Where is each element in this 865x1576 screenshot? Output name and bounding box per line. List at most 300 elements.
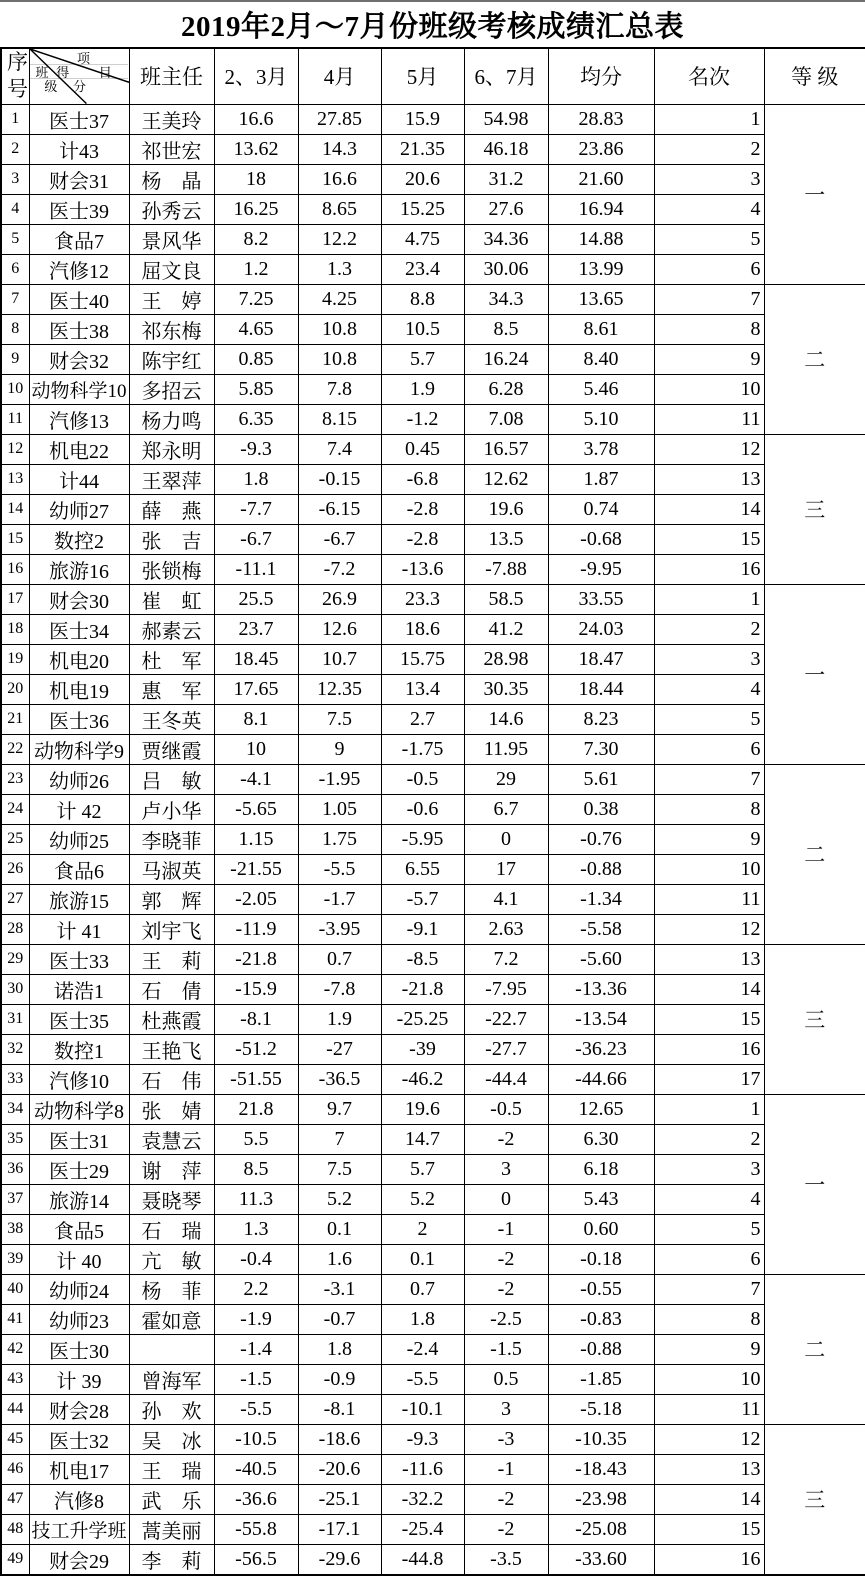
- row-number-cell: [1, 614, 29, 644]
- average-score-cell: [548, 224, 654, 254]
- score-apr-cell-text: 0.1: [327, 1218, 352, 1241]
- score-feb-mar-cell: [214, 104, 298, 134]
- average-score-cell: [548, 1124, 654, 1154]
- teacher-name-cell-text: 袁慧云: [141, 1130, 202, 1153]
- score-jun-jul-cell-text: -3.5: [490, 1548, 522, 1571]
- score-may-cell-text: 15.25: [400, 198, 445, 221]
- score-apr-cell: [298, 1244, 381, 1274]
- teacher-name-cell-text: 王美玲: [141, 110, 202, 133]
- score-feb-mar-cell: [214, 644, 298, 674]
- teacher-name-cell: [129, 584, 214, 614]
- score-apr-cell: [298, 134, 381, 164]
- class-name-cell: [29, 554, 129, 584]
- row-number-cell-text: 19: [7, 650, 24, 668]
- teacher-name-cell: [129, 854, 214, 884]
- score-may-cell: [381, 614, 464, 644]
- score-jun-jul-cell: [464, 824, 548, 854]
- score-may-cell-text: 2: [417, 1218, 428, 1241]
- average-score-cell: [548, 524, 654, 554]
- row-number-cell: [1, 1184, 29, 1214]
- row-number-cell-text: 8: [11, 320, 20, 338]
- score-may-cell: [381, 224, 464, 254]
- rank-cell-text: 12: [740, 438, 761, 461]
- diagonal-label-item-char2: 目: [98, 65, 112, 80]
- rank-cell: [654, 764, 764, 794]
- average-score-cell: [548, 434, 654, 464]
- row-number-cell: [1, 1124, 29, 1154]
- class-name-cell-text: 数控1: [54, 1040, 104, 1063]
- row-number-cell-text: 44: [7, 1400, 24, 1418]
- score-feb-mar-cell-text: 25.5: [238, 588, 274, 611]
- score-may-cell: [381, 194, 464, 224]
- row-number-cell: [1, 884, 29, 914]
- class-name-cell-text: 汽修8: [54, 1490, 104, 1513]
- score-jun-jul-cell-text: -2.5: [490, 1308, 522, 1331]
- score-may-cell: [381, 314, 464, 344]
- score-jun-jul-cell-text: 6.7: [493, 798, 519, 821]
- average-score-cell: [548, 1094, 654, 1124]
- class-name-cell: [29, 314, 129, 344]
- score-may-cell-text: -8.5: [406, 948, 439, 971]
- score-may-cell-text: -2.8: [406, 498, 439, 521]
- score-may-cell-text: -9.3: [406, 1428, 439, 1451]
- score-may-cell-text: -46.2: [401, 1068, 444, 1091]
- row-number-cell: [1, 1514, 29, 1544]
- class-name-cell: [29, 1034, 129, 1064]
- grade-label: 二: [804, 1338, 826, 1363]
- score-may-cell-text: 1.8: [410, 1308, 435, 1331]
- score-apr-cell: [298, 674, 381, 704]
- score-apr-cell: [298, 1364, 381, 1394]
- table-row: [1, 404, 865, 434]
- score-may-cell: [381, 164, 464, 194]
- class-name-cell-text: 财会31: [49, 170, 109, 193]
- row-number-cell-text: 4: [11, 200, 20, 218]
- average-score-cell-text: 18.44: [578, 678, 624, 701]
- average-score-cell-text: -5.58: [580, 918, 622, 941]
- average-score-cell-text: -9.95: [580, 558, 622, 581]
- average-score-cell: [548, 1394, 654, 1424]
- score-feb-mar-cell: [214, 404, 298, 434]
- average-score-cell: [548, 1484, 654, 1514]
- row-number-cell: [1, 1154, 29, 1184]
- class-name-cell-text: 医士35: [49, 1010, 109, 1033]
- teacher-name-cell-text: 刘宇飞: [141, 920, 202, 943]
- rank-cell-text: 8: [750, 1308, 761, 1331]
- score-jun-jul-cell-text: 58.5: [488, 588, 524, 611]
- score-jun-jul-cell-text: -1: [497, 1218, 515, 1241]
- row-number-cell-text: 29: [7, 950, 24, 968]
- average-score-cell-text: 8.40: [583, 348, 619, 371]
- table-row: [1, 614, 865, 644]
- score-may-cell: [381, 854, 464, 884]
- score-feb-mar-cell-text: 0.85: [238, 348, 274, 371]
- score-apr-cell: [298, 884, 381, 914]
- score-jun-jul-cell-text: 31.2: [488, 168, 524, 191]
- score-feb-mar-cell: [214, 734, 298, 764]
- row-number-cell-text: 23: [7, 770, 24, 788]
- table-row: [1, 554, 865, 584]
- class-name-cell: [29, 1094, 129, 1124]
- score-may-cell-text: 6.55: [405, 858, 440, 881]
- row-number-cell: [1, 1544, 29, 1575]
- teacher-name-cell-text: 吴 冰: [141, 1430, 202, 1453]
- average-score-cell-text: -5.60: [580, 948, 622, 971]
- class-name-cell: [29, 1394, 129, 1424]
- teacher-name-cell-text: 霍如意: [141, 1310, 202, 1333]
- teacher-name-cell-text: 杨 菲: [141, 1280, 202, 1303]
- class-name-cell: [29, 1064, 129, 1094]
- class-name-cell-text: 医士38: [49, 320, 109, 343]
- score-jun-jul-cell-text: 30.35: [483, 678, 529, 701]
- score-jun-jul-cell: [464, 704, 548, 734]
- teacher-name-cell-text: 石 瑞: [141, 1220, 202, 1243]
- average-score-cell: [548, 1424, 654, 1454]
- score-apr-cell-text: 1.9: [327, 1008, 352, 1031]
- score-feb-mar-cell-text: -51.55: [230, 1068, 282, 1091]
- table-row: [1, 314, 865, 344]
- class-name-cell: [29, 674, 129, 704]
- score-apr-cell: [298, 1034, 381, 1064]
- rank-cell: [654, 494, 764, 524]
- class-name-cell-text: 动物科学8: [34, 1100, 124, 1123]
- score-jun-jul-cell: [464, 884, 548, 914]
- score-jun-jul-cell: [464, 644, 548, 674]
- class-name-cell-text: 计 42: [56, 800, 102, 823]
- row-number-cell-text: 33: [7, 1070, 24, 1088]
- score-apr-cell-text: -27: [326, 1038, 353, 1061]
- teacher-name-cell: [129, 704, 214, 734]
- class-name-cell-text: 医士34: [49, 620, 109, 643]
- score-apr-cell: [298, 494, 381, 524]
- score-may-cell-text: -5.7: [406, 888, 439, 911]
- class-name-cell-text: 旅游15: [49, 890, 109, 913]
- row-number-cell: [1, 1244, 29, 1274]
- row-number-cell: [1, 404, 29, 434]
- score-apr-cell: [298, 164, 381, 194]
- table-row: [1, 1244, 865, 1274]
- average-score-cell: [548, 644, 654, 674]
- average-score-cell-text: 7.30: [583, 738, 619, 761]
- score-feb-mar-cell-text: -0.4: [240, 1248, 272, 1271]
- score-jun-jul-cell: [464, 674, 548, 704]
- table-row: [1, 1514, 865, 1544]
- row-number-cell: [1, 1094, 29, 1124]
- average-score-cell: [548, 1364, 654, 1394]
- score-may-cell-text: -0.6: [406, 798, 439, 821]
- teacher-name-cell-text: 崔 虹: [141, 590, 202, 613]
- class-name-cell-text: 计44: [59, 470, 99, 493]
- teacher-name-cell-text: 谢 萍: [141, 1160, 202, 1183]
- score-apr-cell: [298, 614, 381, 644]
- score-apr-cell-text: 4.25: [322, 288, 357, 311]
- score-may-cell: [381, 1094, 464, 1124]
- teacher-name-cell-text: 王 莉: [141, 950, 202, 973]
- rank-cell-text: 10: [740, 1368, 761, 1391]
- rank-cell: [654, 284, 764, 314]
- class-name-cell: [29, 194, 129, 224]
- table-row: [1, 494, 865, 524]
- score-apr-cell-text: 12.2: [322, 228, 357, 251]
- score-jun-jul-cell: [464, 1514, 548, 1544]
- score-may-cell-text: -1.2: [406, 408, 439, 431]
- score-apr-cell-text: -3.1: [323, 1278, 356, 1301]
- teacher-name-cell: [129, 1094, 214, 1124]
- average-score-cell-text: -0.76: [580, 828, 622, 851]
- teacher-name-cell: [129, 1484, 214, 1514]
- score-feb-mar-cell: [214, 824, 298, 854]
- rank-cell: [654, 404, 764, 434]
- score-may-cell: [381, 1304, 464, 1334]
- score-apr-cell: [298, 1064, 381, 1094]
- score-feb-mar-cell: [214, 1484, 298, 1514]
- class-name-cell: [29, 1364, 129, 1394]
- class-name-cell-text: 医士31: [49, 1130, 109, 1153]
- score-apr-cell-text: -29.6: [318, 1548, 361, 1571]
- average-score-cell-text: 14.88: [578, 228, 624, 251]
- teacher-name-cell: [129, 554, 214, 584]
- score-apr-cell-text: 12.6: [322, 618, 357, 641]
- score-apr-cell: [298, 1094, 381, 1124]
- grade-cell: [764, 1094, 865, 1274]
- table-row: [1, 674, 865, 704]
- score-may-cell-text: -39: [409, 1038, 436, 1061]
- class-name-cell-text: 财会28: [49, 1400, 109, 1423]
- teacher-name-cell-text: 蒿美丽: [141, 1520, 202, 1543]
- score-feb-mar-cell: [214, 254, 298, 284]
- rank-cell-text: 3: [750, 648, 761, 671]
- score-may-cell: [381, 1424, 464, 1454]
- teacher-name-cell-text: 薛 燕: [141, 500, 202, 523]
- average-score-cell: [548, 1154, 654, 1184]
- rank-cell: [654, 554, 764, 584]
- score-may-cell-text: 10.5: [405, 318, 440, 341]
- score-apr-cell-text: -20.6: [318, 1458, 361, 1481]
- table-row: [1, 1124, 865, 1154]
- score-apr-cell: [298, 374, 381, 404]
- rank-cell-text: 5: [750, 228, 761, 251]
- average-score-cell: [548, 1304, 654, 1334]
- table-row: [1, 1154, 865, 1184]
- row-number-cell: [1, 674, 29, 704]
- score-jun-jul-cell: [464, 434, 548, 464]
- rank-cell: [654, 104, 764, 134]
- table-row: [1, 1364, 865, 1394]
- score-jun-jul-cell-text: -22.7: [485, 1008, 527, 1031]
- score-may-cell-text: -44.8: [401, 1548, 444, 1571]
- average-score-cell-text: 6.18: [583, 1158, 619, 1181]
- score-apr-cell-text: 0.7: [327, 948, 352, 971]
- score-apr-cell-text: 16.6: [322, 168, 357, 191]
- score-apr-cell: [298, 104, 381, 134]
- score-apr-cell-text: 10.7: [322, 648, 357, 671]
- row-number-cell-text: 3: [11, 170, 20, 188]
- class-name-cell: [29, 764, 129, 794]
- score-feb-mar-cell-text: -1.5: [240, 1368, 272, 1391]
- rank-cell: [654, 524, 764, 554]
- score-feb-mar-cell-text: 17.65: [233, 678, 279, 701]
- rank-cell: [654, 1364, 764, 1394]
- class-name-cell-text: 食品5: [54, 1220, 104, 1243]
- score-apr-cell-text: 1.75: [322, 828, 357, 851]
- class-name-cell: [29, 1334, 129, 1364]
- table-row: [1, 644, 865, 674]
- score-jun-jul-cell-text: -3: [497, 1428, 515, 1451]
- score-jun-jul-cell: [464, 1484, 548, 1514]
- average-score-cell: [548, 674, 654, 704]
- score-may-cell: [381, 284, 464, 314]
- teacher-name-cell-text: 屈文良: [141, 260, 202, 283]
- class-name-cell-text: 财会30: [49, 590, 109, 613]
- average-score-cell-text: -13.54: [575, 1008, 627, 1031]
- average-score-cell: [548, 734, 654, 764]
- score-feb-mar-cell: [214, 284, 298, 314]
- score-feb-mar-cell: [214, 134, 298, 164]
- row-number-cell-text: 12: [7, 440, 24, 458]
- table-row: [1, 1454, 865, 1484]
- score-jun-jul-cell-text: 27.6: [488, 198, 524, 221]
- score-feb-mar-cell-text: 8.1: [243, 708, 269, 731]
- score-jun-jul-cell: [464, 404, 548, 434]
- score-jun-jul-cell-text: -7.95: [485, 978, 527, 1001]
- teacher-name-cell: [129, 1064, 214, 1094]
- score-apr-cell-text: 1.6: [327, 1248, 352, 1271]
- rank-cell-text: 13: [740, 468, 761, 491]
- rank-cell-text: 5: [750, 708, 761, 731]
- table-row: [1, 164, 865, 194]
- table-row: [1, 1304, 865, 1334]
- score-jun-jul-cell-text: 34.3: [488, 288, 524, 311]
- average-score-cell: [548, 494, 654, 524]
- score-apr-cell-text: -3.95: [318, 918, 361, 941]
- table-row: [1, 1484, 865, 1514]
- score-feb-mar-cell: [214, 1244, 298, 1274]
- class-name-cell: [29, 464, 129, 494]
- score-apr-cell-text: -5.5: [323, 858, 356, 881]
- score-jun-jul-cell-text: 16.57: [483, 438, 529, 461]
- score-may-cell-text: -6.8: [406, 468, 439, 491]
- row-number-cell-text: 7: [11, 290, 20, 308]
- rank-cell-text: 9: [750, 828, 761, 851]
- score-feb-mar-cell-text: 16.25: [233, 198, 279, 221]
- score-may-cell: [381, 1484, 464, 1514]
- teacher-name-cell: [129, 194, 214, 224]
- row-number-cell: [1, 1484, 29, 1514]
- score-feb-mar-cell-text: 5.5: [243, 1128, 269, 1151]
- rank-cell-text: 16: [740, 1548, 761, 1571]
- class-name-cell-text: 财会29: [49, 1550, 109, 1573]
- class-name-cell-text: 计 40: [56, 1250, 102, 1273]
- rank-cell: [654, 1424, 764, 1454]
- row-number-cell-text: 16: [7, 560, 24, 578]
- score-feb-mar-cell: [214, 374, 298, 404]
- table-row: [1, 344, 865, 374]
- class-name-cell: [29, 824, 129, 854]
- class-name-cell-text: 机电19: [49, 680, 109, 703]
- score-apr-cell-text: 27.85: [317, 108, 362, 131]
- rank-cell-text: 7: [750, 288, 761, 311]
- score-feb-mar-cell-text: 1.3: [243, 1218, 269, 1241]
- score-apr-cell-text: -0.7: [323, 1308, 356, 1331]
- rank-cell-text: 14: [740, 978, 761, 1001]
- row-number-cell-text: 9: [11, 350, 20, 368]
- teacher-name-cell-text: 王 瑞: [141, 1460, 202, 1483]
- class-name-cell-text: 食品6: [54, 860, 104, 883]
- row-number-cell: [1, 794, 29, 824]
- row-number-cell: [1, 1364, 29, 1394]
- rank-cell-text: 16: [740, 1038, 761, 1061]
- table-row: [1, 764, 865, 794]
- score-apr-cell-text: -8.1: [323, 1398, 356, 1421]
- score-apr-cell: [298, 854, 381, 884]
- average-score-cell-text: -1.34: [580, 888, 622, 911]
- score-apr-cell: [298, 1304, 381, 1334]
- average-score-cell-text: 3.78: [583, 438, 619, 461]
- average-score-cell: [548, 284, 654, 314]
- row-number-cell-text: 40: [7, 1280, 24, 1298]
- table-row: [1, 1184, 865, 1214]
- class-name-cell: [29, 134, 129, 164]
- rank-cell: [654, 914, 764, 944]
- score-may-cell-text: 8.8: [410, 288, 435, 311]
- score-feb-mar-cell-text: -51.2: [235, 1038, 277, 1061]
- class-name-cell: [29, 1214, 129, 1244]
- score-feb-mar-cell-text: -21.8: [235, 948, 277, 971]
- score-jun-jul-cell-text: 7.08: [488, 408, 524, 431]
- score-may-cell: [381, 104, 464, 134]
- teacher-name-cell: [129, 1214, 214, 1244]
- score-apr-cell: [298, 734, 381, 764]
- row-number-cell: [1, 374, 29, 404]
- score-may-cell: [381, 704, 464, 734]
- score-jun-jul-cell: [464, 164, 548, 194]
- score-jun-jul-cell: [464, 1274, 548, 1304]
- teacher-name-cell-text: 郭 辉: [141, 890, 202, 913]
- class-name-cell: [29, 1154, 129, 1184]
- page-title: 2019年2月～7月份班级考核成绩汇总表: [180, 11, 684, 43]
- teacher-name-cell-text: 景风华: [141, 230, 202, 253]
- average-score-cell-text: -5.18: [580, 1398, 622, 1421]
- score-may-cell: [381, 944, 464, 974]
- table-row: [1, 914, 865, 944]
- table-row: [1, 434, 865, 464]
- teacher-name-cell-text: 张 吉: [141, 530, 202, 553]
- average-score-cell: [548, 254, 654, 284]
- rank-cell: [654, 974, 764, 1004]
- teacher-name-cell: [129, 674, 214, 704]
- score-feb-mar-cell: [214, 914, 298, 944]
- rank-cell-text: 10: [740, 858, 761, 881]
- score-feb-mar-cell-text: 5.85: [238, 378, 274, 401]
- score-apr-cell-text: -0.15: [318, 468, 361, 491]
- score-feb-mar-cell: [214, 494, 298, 524]
- grade-label: 三: [804, 498, 826, 523]
- score-may-cell: [381, 1124, 464, 1154]
- teacher-name-cell: [129, 404, 214, 434]
- score-feb-mar-cell-text: 1.15: [238, 828, 274, 851]
- score-apr-cell: [298, 944, 381, 974]
- rank-cell: [654, 1034, 764, 1064]
- row-number-cell-text: 14: [7, 500, 24, 518]
- score-jun-jul-cell: [464, 1364, 548, 1394]
- score-feb-mar-cell: [214, 1154, 298, 1184]
- score-jun-jul-cell: [464, 374, 548, 404]
- row-number-cell-text: 34: [7, 1100, 24, 1118]
- table-row: [1, 374, 865, 404]
- score-may-cell: [381, 1004, 464, 1034]
- rank-cell: [654, 1184, 764, 1214]
- score-feb-mar-cell-text: 18: [246, 168, 266, 191]
